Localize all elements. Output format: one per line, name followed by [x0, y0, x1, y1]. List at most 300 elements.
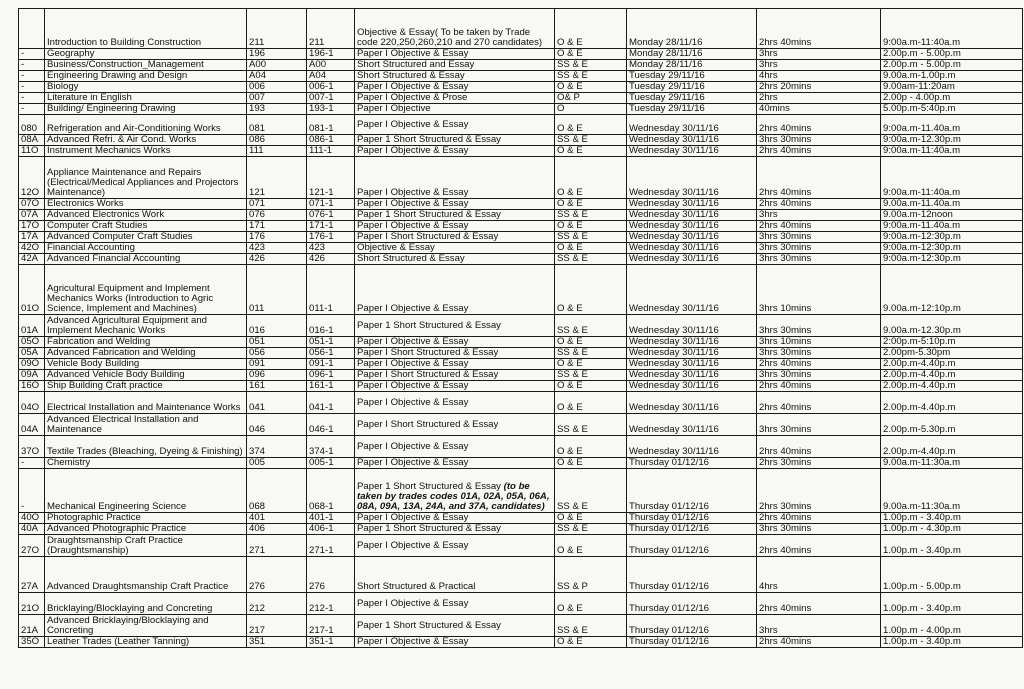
exam-time-text: 9.00a.m-12:10p.m [883, 303, 961, 314]
exam-date-text: Wednesday 30/11/16 [629, 303, 719, 314]
duration-text: 3hrs 30mins [759, 523, 812, 534]
table-row [19, 60, 1023, 71]
duration-cell [757, 71, 881, 82]
table-row [19, 348, 1023, 359]
table-row [19, 615, 1023, 637]
paper-code-text: 041-1 [309, 402, 334, 413]
table-row [19, 557, 1023, 593]
exam-time-text: 2.00p.m-4.40p.m [883, 402, 956, 413]
paper-code-cell [307, 71, 355, 82]
subject-cell [45, 315, 247, 337]
exam-date-cell [627, 593, 757, 615]
trade-code-text: 17A [21, 231, 39, 242]
subject-code-text: 276 [249, 581, 266, 592]
subject-text: Biology [47, 81, 79, 92]
duration-text: 3hrs 30mins [759, 325, 812, 336]
trade-code-cell [19, 82, 45, 93]
exam-time-text: 9.00a.m-12.30p.m [883, 325, 961, 336]
subject-code-cell [247, 637, 307, 648]
duration-cell [757, 436, 881, 458]
paper-type-cell [555, 359, 627, 370]
subject-text: Vehicle Body Building [47, 358, 140, 369]
paper-description-text: Paper I Objective & Essay [357, 636, 469, 647]
subject-code-cell [247, 593, 307, 615]
exam-time-text: 1.00p.m - 4.00p.m [883, 625, 961, 636]
subject-text: Fabrication and Welding [47, 336, 151, 347]
paper-type-cell [555, 615, 627, 637]
subject-cell [45, 469, 247, 513]
paper-description-text: Paper I Objective & Essay [357, 440, 469, 452]
subject-code-cell [247, 71, 307, 82]
subject-text: Advanced Electronics Work [47, 209, 165, 220]
paper-code-cell [307, 49, 355, 60]
subject-code-cell [247, 359, 307, 370]
table-row [19, 254, 1023, 265]
paper-type-cell [555, 535, 627, 557]
trade-code-text: - [21, 501, 25, 512]
paper-description-text: Paper I Objective & Essay [357, 597, 469, 609]
subject-text: Engineering Drawing and Design [47, 70, 188, 81]
paper-code-text: A00 [309, 59, 327, 70]
paper-code-text: 401-1 [309, 512, 334, 523]
trade-code-cell [19, 458, 45, 469]
subject-cell [45, 348, 247, 359]
table-row [19, 513, 1023, 524]
trade-code-text: 01A [21, 325, 39, 336]
paper-code-cell [307, 60, 355, 71]
subject-text: Electrical Installation and Maintenance Works [47, 402, 241, 413]
subject-code-cell [247, 458, 307, 469]
subject-cell [45, 436, 247, 458]
paper-type-text: O & E [557, 402, 583, 413]
subject-code-text: 121 [249, 187, 266, 198]
table-row [19, 221, 1023, 232]
subject-cell [45, 146, 247, 157]
paper-type-cell [555, 436, 627, 458]
paper-code-cell [307, 348, 355, 359]
exam-date-cell [627, 82, 757, 93]
exam-date-text: Wednesday 30/11/16 [629, 134, 719, 145]
table-row [19, 210, 1023, 221]
exam-date-text: Wednesday 30/11/16 [629, 231, 719, 242]
subject-cell [45, 49, 247, 60]
trade-code-cell [19, 93, 45, 104]
subject-code-text: 171 [249, 220, 266, 231]
paper-type-text: O& P [557, 92, 580, 103]
exam-time-cell [881, 199, 1023, 210]
paper-code-text: 423 [309, 242, 326, 253]
trade-code-cell [19, 557, 45, 593]
paper-description-cell [355, 535, 555, 557]
trade-code-cell [19, 348, 45, 359]
paper-description-cell [355, 469, 555, 513]
exam-time-cell [881, 135, 1023, 146]
duration-text: 3hrs [759, 625, 778, 636]
paper-code-text: 171-1 [309, 220, 334, 231]
duration-text: 3hrs 30mins [759, 424, 812, 435]
paper-description-cell [355, 49, 555, 60]
exam-date-cell [627, 524, 757, 535]
duration-text: 3hrs 30mins [759, 253, 812, 264]
subject-code-cell [247, 115, 307, 135]
exam-date-text: Tuesday 29/11/16 [629, 81, 705, 92]
trade-code-cell [19, 392, 45, 414]
exam-date-text: Thursday 01/12/16 [629, 501, 710, 512]
subject-text: Appliance Maintenance and Repairs (Electrical/Medical Appliances and Projectors Maintenance) [47, 167, 239, 198]
exam-date-text: Wednesday 30/11/16 [629, 209, 719, 220]
paper-description-cell [355, 348, 555, 359]
paper-code-cell [307, 436, 355, 458]
trade-code-text: - [21, 48, 25, 59]
table-row [19, 93, 1023, 104]
subject-code-text: 081 [249, 123, 266, 134]
paper-description-text: Paper I Objective & Essay [357, 380, 469, 391]
duration-cell [757, 210, 881, 221]
subject-cell [45, 265, 247, 315]
table-row [19, 414, 1023, 436]
subject-text: Advanced Electrical Installation and Maintenance [47, 414, 199, 435]
exam-time-text: 5.00p.m-5:40p.m [883, 103, 956, 114]
paper-type-text: SS & E [557, 325, 588, 336]
table-row [19, 315, 1023, 337]
subject-code-text: 046 [249, 424, 266, 435]
subject-code-cell [247, 254, 307, 265]
paper-type-cell [555, 104, 627, 115]
duration-text: 2hrs 40mins [759, 512, 812, 523]
duration-text: 3hrs 30mins [759, 231, 812, 242]
exam-time-cell [881, 615, 1023, 637]
paper-description-text: Paper I Objective & Essay [357, 48, 469, 59]
duration-text: 2hrs 40mins [759, 187, 812, 198]
exam-time-cell [881, 243, 1023, 254]
paper-type-cell [555, 115, 627, 135]
duration-text: 2hrs 30mins [759, 501, 812, 512]
trade-code-cell [19, 637, 45, 648]
exam-time-text: 1.00p.m - 4.30p.m [883, 523, 961, 534]
duration-cell [757, 315, 881, 337]
duration-cell [757, 104, 881, 115]
subject-cell [45, 458, 247, 469]
exam-time-text: 1.00p.m - 3.40p.m [883, 545, 961, 556]
paper-type-text: SS & E [557, 424, 588, 435]
paper-description-cell [355, 265, 555, 315]
paper-code-text: 046-1 [309, 424, 334, 435]
subject-code-text: 193 [249, 103, 266, 114]
paper-description-text: Short Structured & Practical [357, 581, 476, 592]
paper-type-cell [555, 469, 627, 513]
subject-code-cell [247, 135, 307, 146]
trade-code-text: 04O [21, 402, 40, 413]
duration-cell [757, 359, 881, 370]
paper-description-cell [355, 524, 555, 535]
exam-date-cell [627, 513, 757, 524]
paper-description-text: Paper I Objective & Essay [357, 457, 469, 468]
table-row [19, 232, 1023, 243]
trade-code-cell [19, 265, 45, 315]
paper-code-text: 056-1 [309, 347, 334, 358]
subject-code-cell [247, 315, 307, 337]
subject-code-text: 111 [249, 145, 264, 156]
duration-cell [757, 243, 881, 254]
trade-code-text: - [21, 457, 25, 468]
paper-type-cell [555, 199, 627, 210]
exam-time-cell [881, 315, 1023, 337]
subject-code-text: 096 [249, 369, 266, 380]
table-row [19, 392, 1023, 414]
subject-cell [45, 60, 247, 71]
subject-code-text: 068 [249, 501, 266, 512]
paper-type-cell [555, 337, 627, 348]
table-row [19, 458, 1023, 469]
paper-description-cell [355, 9, 555, 49]
duration-cell [757, 265, 881, 315]
trade-code-text: - [21, 92, 25, 103]
paper-description-text: Paper I Objective & Essay [357, 358, 469, 369]
trade-code-text: - [21, 81, 25, 92]
paper-type-cell [555, 414, 627, 436]
subject-text: Photographic Practice [47, 512, 141, 523]
trade-code-cell [19, 210, 45, 221]
paper-type-cell [555, 315, 627, 337]
trade-code-cell [19, 436, 45, 458]
trade-code-text: 35O [21, 636, 40, 647]
duration-cell [757, 414, 881, 436]
subject-code-cell [247, 414, 307, 436]
paper-code-cell [307, 337, 355, 348]
exam-date-cell [627, 392, 757, 414]
paper-code-cell [307, 199, 355, 210]
paper-description-text: Paper I Objective & Essay [357, 220, 469, 231]
exam-time-text: 9:00a.m-11:40a.m [883, 187, 961, 198]
paper-code-cell [307, 135, 355, 146]
exam-time-text: 9.00a.m-11:30a.m [883, 501, 961, 512]
duration-cell [757, 93, 881, 104]
subject-code-text: 196 [249, 48, 266, 59]
exam-time-text: 9:00a.m-11:40a.m [883, 37, 961, 48]
trade-code-cell [19, 524, 45, 535]
subject-text: Advanced Financial Accounting [47, 253, 181, 264]
subject-text: Advanced Draughtsmanship Craft Practice [47, 581, 229, 592]
subject-text: Mechanical Engineering Science [47, 501, 187, 512]
paper-description-text: Paper I Objective & Essay [357, 145, 469, 156]
paper-description-text: Paper I Objective & Essay [357, 336, 469, 347]
exam-date-cell [627, 157, 757, 199]
duration-cell [757, 9, 881, 49]
paper-code-cell [307, 146, 355, 157]
paper-description-cell [355, 232, 555, 243]
paper-type-text: SS & E [557, 59, 588, 70]
exam-date-text: Tuesday 29/11/16 [629, 103, 705, 114]
exam-time-cell [881, 370, 1023, 381]
exam-date-text: Thursday 01/12/16 [629, 512, 710, 523]
paper-code-cell [307, 370, 355, 381]
paper-code-text: 096-1 [309, 369, 334, 380]
exam-date-cell [627, 414, 757, 436]
subject-cell [45, 524, 247, 535]
exam-date-text: Wednesday 30/11/16 [629, 369, 719, 380]
exam-time-cell [881, 436, 1023, 458]
subject-code-text: 211 [249, 37, 265, 48]
subject-code-cell [247, 524, 307, 535]
duration-text: 40mins [759, 103, 790, 114]
exam-date-cell [627, 370, 757, 381]
exam-date-text: Tuesday 29/11/16 [629, 92, 705, 103]
paper-code-text: 351-1 [309, 636, 334, 647]
paper-type-cell [555, 93, 627, 104]
paper-description-cell [355, 254, 555, 265]
table-row [19, 146, 1023, 157]
table-row [19, 71, 1023, 82]
paper-code-cell [307, 414, 355, 436]
subject-cell [45, 157, 247, 199]
paper-description-text: Paper I Objective & Essay [357, 396, 469, 408]
exam-time-cell [881, 221, 1023, 232]
paper-type-cell [555, 232, 627, 243]
exam-date-text: Monday 28/11/16 [629, 37, 703, 48]
subject-text: Draughtsmanship Craft Practice (Draughtsmanship) [47, 535, 183, 556]
paper-description-cell [355, 458, 555, 469]
paper-description-text: Short Structured and Essay [357, 59, 475, 70]
paper-code-cell [307, 469, 355, 513]
subject-code-text: 091 [249, 358, 266, 369]
paper-code-cell [307, 232, 355, 243]
subject-cell [45, 637, 247, 648]
paper-code-text: 011-1 [309, 303, 333, 314]
paper-code-cell [307, 243, 355, 254]
table-row [19, 82, 1023, 93]
table-row [19, 524, 1023, 535]
exam-time-text: 2.00p.m-4.40p.m [883, 446, 956, 457]
exam-date-text: Wednesday 30/11/16 [629, 123, 719, 134]
paper-type-text: O & E [557, 145, 583, 156]
exam-time-cell [881, 348, 1023, 359]
paper-type-text: SS & E [557, 347, 588, 358]
paper-description-cell [355, 557, 555, 593]
duration-text: 2hrs 40mins [759, 603, 812, 614]
exam-time-text: 1.00p.m - 5.00p.m [883, 581, 961, 592]
paper-description-cell [355, 359, 555, 370]
table-row [19, 9, 1023, 49]
exam-time-cell [881, 71, 1023, 82]
paper-type-text: O & E [557, 303, 583, 314]
paper-code-text: 426 [309, 253, 326, 264]
duration-cell [757, 370, 881, 381]
subject-code-cell [247, 243, 307, 254]
subject-text: Advanced Refri. & Air Cond. Works [47, 134, 197, 145]
paper-description-text: Paper I Objective & Essay [357, 81, 469, 92]
duration-text: 2hrs 30mins [759, 457, 812, 468]
exam-time-text: 9.00am-11:20am [883, 81, 955, 92]
exam-time-cell [881, 232, 1023, 243]
paper-type-cell [555, 82, 627, 93]
subject-text: Introduction to Building Construction [47, 37, 202, 48]
subject-cell [45, 381, 247, 392]
trade-code-text: 05A [21, 347, 39, 358]
trade-code-text: - [21, 70, 25, 81]
exam-date-text: Wednesday 30/11/16 [629, 187, 719, 198]
subject-code-text: 271 [249, 545, 266, 556]
paper-description-text: Paper 1 Short Structured & Essay [357, 619, 501, 631]
paper-code-cell [307, 254, 355, 265]
paper-type-text: SS & E [557, 70, 588, 81]
subject-code-cell [247, 210, 307, 221]
exam-time-text: 9:00a.m-12:30p.m [883, 231, 961, 242]
exam-time-text: 2.00p.m-4.40p.m [883, 369, 956, 380]
exam-date-text: Monday 28/11/16 [629, 48, 703, 59]
exam-date-cell [627, 436, 757, 458]
exam-time-cell [881, 637, 1023, 648]
duration-cell [757, 146, 881, 157]
trade-code-text: 09A [21, 369, 39, 380]
paper-code-text: 068-1 [309, 501, 334, 512]
paper-type-cell [555, 557, 627, 593]
trade-code-cell [19, 381, 45, 392]
paper-code-text: 007-1 [309, 92, 334, 103]
duration-cell [757, 348, 881, 359]
paper-code-text: 051-1 [309, 336, 334, 347]
paper-description-cell [355, 93, 555, 104]
exam-time-text: 2.00p.m - 5.00p.m [883, 48, 961, 59]
paper-type-text: O & E [557, 187, 583, 198]
paper-code-text: 076-1 [309, 209, 334, 220]
duration-cell [757, 157, 881, 199]
subject-code-cell [247, 265, 307, 315]
exam-time-cell [881, 82, 1023, 93]
subject-code-text: 374 [249, 446, 266, 457]
exam-time-cell [881, 254, 1023, 265]
trade-code-text: 40A [21, 523, 39, 534]
paper-type-cell [555, 146, 627, 157]
duration-text: 2hrs 40mins [759, 545, 812, 556]
table-row [19, 49, 1023, 60]
paper-type-text: O & E [557, 37, 583, 48]
paper-code-cell [307, 557, 355, 593]
trade-code-text: 27O [21, 545, 40, 556]
exam-date-text: Wednesday 30/11/16 [629, 358, 719, 369]
duration-text: 2hrs 40mins [759, 446, 812, 457]
paper-description-text: Paper 1 Short Structured & Essay [357, 209, 501, 220]
exam-time-cell [881, 146, 1023, 157]
subject-cell [45, 210, 247, 221]
subject-code-text: 006 [249, 81, 266, 92]
trade-code-cell [19, 199, 45, 210]
trade-code-text: 21O [21, 603, 40, 614]
table-row [19, 135, 1023, 146]
exam-date-text: Thursday 01/12/16 [629, 545, 710, 556]
trade-code-cell [19, 593, 45, 615]
duration-text: 2hrs 40mins [759, 358, 812, 369]
paper-description-text: Paper 1 Short Structured & Essay [357, 481, 501, 492]
duration-text: 3hrs [759, 48, 778, 59]
paper-description-cell [355, 615, 555, 637]
paper-code-text: 005-1 [309, 457, 334, 468]
table-row [19, 535, 1023, 557]
subject-text: Advanced Fabrication and Welding [47, 347, 196, 358]
subject-text: Advanced Photographic Practice [47, 523, 187, 534]
paper-code-text: 016-1 [309, 325, 334, 336]
exam-time-cell [881, 210, 1023, 221]
subject-text: Instrument Mechanics Works [47, 145, 171, 156]
trade-code-cell [19, 254, 45, 265]
paper-type-text: O & E [557, 123, 583, 134]
table-row [19, 637, 1023, 648]
duration-text: 2hrs 40mins [759, 220, 812, 231]
paper-type-text: SS & E [557, 369, 588, 380]
exam-time-cell [881, 513, 1023, 524]
paper-code-cell [307, 104, 355, 115]
paper-type-text: O & E [557, 545, 583, 556]
paper-type-text: O [557, 103, 565, 114]
